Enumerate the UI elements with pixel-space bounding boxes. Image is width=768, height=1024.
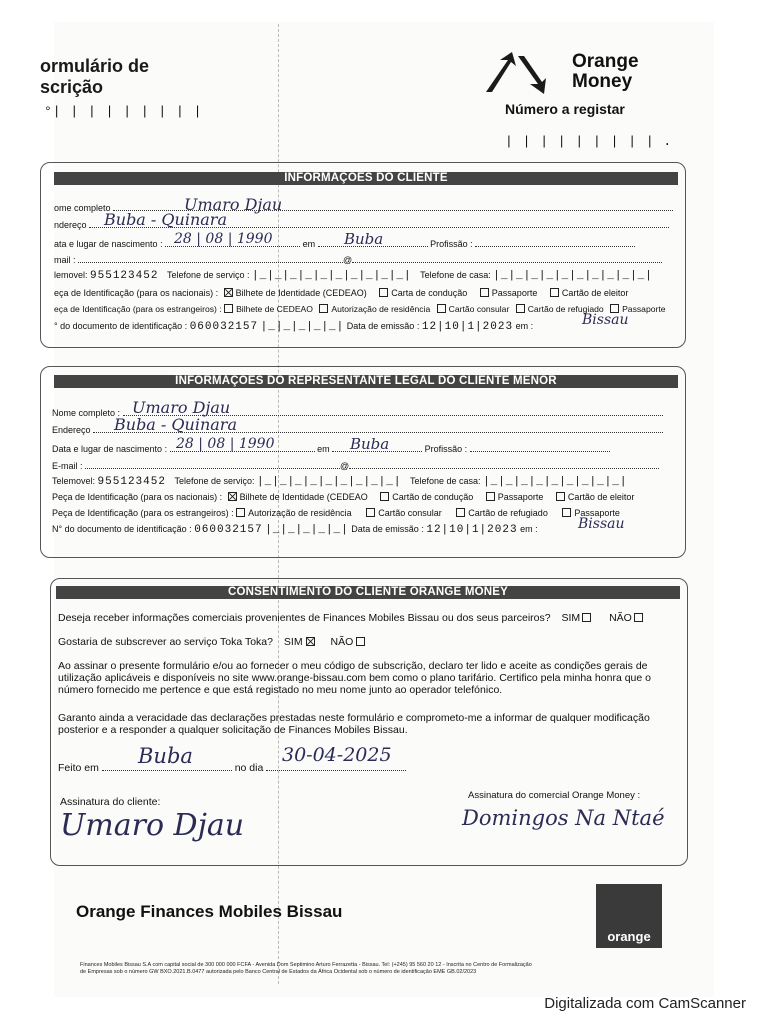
rep-id-foreign-option-1: Cartão consular [378,508,442,518]
consent-section-title: CONSENTIMENTO DO CLIENTE ORANGE MONEY [56,586,680,599]
client-id-foreign-checkbox-0[interactable] [224,304,233,313]
client-section-title: INFORMAÇÕES DO CLIENTE [54,172,678,185]
rep-birth-row [52,443,610,455]
register-label: Número a registar [505,101,625,117]
rep-id-national-checkbox-3[interactable] [556,492,565,501]
consent-q2-no-checkbox[interactable] [356,637,365,646]
client-email-at: @ [343,255,353,265]
rep-birth-place: Buba [350,435,390,453]
client-home-phone-field[interactable]: |_|_|_|_|_|_|_|_|_|_| [493,270,653,282]
rep-id-national-row [52,492,634,503]
client-id-national-row [54,288,628,299]
client-id-national-checkbox-3[interactable] [550,288,559,297]
rep-email-row [52,460,659,472]
consent-q1-yes-checkbox[interactable] [582,613,591,622]
rep-id-national-label: Peça de Identificação (para os nacionais) : [52,492,223,502]
consent-terms-paragraph: Ao assinar o presente formulário e/ou ao fornecer o meu código de subscrição, declaro ter lido e aceite as condições gerais de utilização aplicáveis e disponíveis no site www.orange-bissau.com bem como o plano tarifário. Certifico pela minha honra que o número fornecido me pertence e que está registado no meu nome junto ao operador telefónico. [58,660,651,696]
rep-id-number-value[interactable]: 060032157 [194,524,263,536]
brand-line2: Money [572,71,633,92]
rep-email-label: E-mail : [52,461,83,471]
rep-birth-em: em [317,444,330,454]
form-title-line1: ormulário de [40,56,150,76]
rep-issue-date-label: Data de emissão : [351,524,424,534]
client-issue-place-value: Bissau [582,312,629,328]
rep-id-foreign-label: Peça de Identificação (para os estrangeiros) : [52,508,234,518]
client-birth-place: Buba [344,230,384,248]
rep-work-phone-field[interactable]: |_|_|_|_|_|_|_|_|_| [257,476,402,488]
client-id-national-checkbox-2[interactable] [480,288,489,297]
client-id-national-label: eça de Identificação (para os nacionais) : [54,288,219,298]
rep-id-foreign-checkbox-2[interactable] [456,508,465,517]
client-birth-label: ata e lugar de nascimento : [54,239,163,249]
client-phone-label: lemovel: [54,270,88,280]
client-id-number-label: ° do documento de identificação : [54,321,188,331]
client-id-foreign-checkbox-2[interactable] [437,304,446,313]
rep-id-national-checkbox-2[interactable] [486,492,495,501]
rep-id-number-blank: |_|_|_|_|_| [265,524,349,536]
rep-profession-label: Profissão : [424,444,468,454]
rep-name-value: Umaro Djau [132,398,231,417]
client-signature: Umaro Djau [60,808,245,843]
agent-signature: Domingos Na Ntaé [462,806,665,830]
rep-id-number-row [52,524,538,536]
client-issue-date-value[interactable]: 12|10|1|2023 [421,321,514,333]
client-address-value: Buba - Quinara [104,210,227,229]
client-issue-place-label: em : [515,321,534,331]
register-ticks: | | | | | | | | | . [505,134,673,149]
client-id-number-blank: |_|_|_|_|_| [260,321,345,333]
client-id-number-value[interactable]: 060032157 [189,321,259,333]
client-id-number-row [54,321,533,333]
rep-email-at: @ [340,461,350,471]
footer-fine-print [80,962,660,976]
rep-issue-place-label: em : [520,524,538,534]
client-birth-em: em [302,239,316,249]
consent-q1-yes-label: SIM [561,612,581,624]
client-id-national-option-1: Carta de condução [391,288,468,298]
form-number-ticks: °| | | | | | | | | [44,104,203,119]
client-id-foreign-option-1: Autorização de residência [331,304,431,314]
consent-q1-text: Deseja receber informações comerciais provenientes de Finances Mobiles Bissau ou dos seus parceiros? [58,612,551,624]
orange-money-arrows-icon [482,52,564,96]
client-issue-date-label: Data de emissão : [346,321,420,331]
rep-id-foreign-option-2: Cartão de refugiado [468,508,548,518]
rep-birth-label: Data e lugar de nascimento : [52,444,168,454]
consent-q2-no-label: NÃO [330,636,354,648]
rep-id-national-option-0: Bilhete de Identidade (CEDEAO [239,492,368,502]
client-address-label: ndereço [54,220,87,230]
footer-company: Orange Finances Mobiles Bissau [76,902,343,921]
client-name-label: ome completo [54,203,111,213]
consent-q1-row [58,612,646,624]
rep-address-value: Buba - Quinara [114,415,237,434]
client-email-row [54,254,662,266]
rep-email-user-field[interactable] [85,460,340,469]
consent-q2-text: Gostaria de subscrever ao serviço Toka Toka? [58,636,273,648]
client-id-national-option-2: Passaporte [491,288,538,298]
client-id-foreign-checkbox-1[interactable] [319,304,328,313]
consent-q2-yes-checkbox[interactable] [306,637,315,646]
camscanner-watermark: Digitalizada com CamScanner [544,995,746,1012]
client-id-foreign-option-2: Cartão consular [448,304,510,314]
rep-id-national-option-1: Cartão de condução [392,492,474,502]
rep-id-foreign-checkbox-1[interactable] [366,508,375,517]
client-name-value: Umaro Djau [184,195,283,214]
rep-home-phone-field[interactable]: |_|_|_|_|_|_|_|_|_| [483,476,628,488]
client-id-national-option-0: Bilhete de Identidade (CEDEAO) [235,288,367,298]
client-work-phone-field[interactable]: |_|_|_|_|_|_|_|_|_|_| [252,270,412,282]
client-phone-row [54,270,653,282]
client-email-user-field[interactable] [78,254,343,263]
brand-name [572,52,639,92]
client-id-national-checkbox-1[interactable] [379,288,388,297]
client-id-foreign-row [54,304,666,315]
consent-q1-no-checkbox[interactable] [634,613,643,622]
brand-line1: Orange [572,51,639,72]
rep-id-foreign-checkbox-0[interactable] [236,508,245,517]
rep-email-domain-field[interactable] [349,460,659,469]
rep-work-phone-label: Telefone de serviço: [174,476,255,486]
client-work-phone-label: Telefone de serviço : [166,270,250,280]
consent-q2-yes-label: SIM [283,636,303,648]
client-home-phone-label: Telefone de casa: [420,270,491,280]
agent-signature-label: Assinatura do comercial Orange Money : [468,790,641,801]
footer-fine-print-1: Finances Mobiles Bissau S.A com capital social de 300 000 000 FCFA - Avenida Dom Septimino Arturo Ferrazetta - Bissau. Tel: (+245) 95 560 20 12 - Inscrita no Centro de Formalização [80,962,532,968]
made-in-label: Feito em [58,762,99,774]
rep-birth-value: 28 | 08 | 1990 [176,436,275,452]
rep-phone-value[interactable]: 955123452 [97,476,166,488]
client-email-domain-field[interactable] [352,254,662,263]
consent-q2-row [58,636,368,648]
date-label: no dia [234,762,264,774]
rep-name-label: Nome completo : [52,408,121,418]
orange-logo [596,884,662,948]
form-title-line2: scrição [40,77,104,97]
rep-id-foreign-option-0: Autorização de residência [248,508,352,518]
footer-fine-print-2: de Empresas sob o número GW BXO.2021.B.0477 autorizada pelo Banco Central de Estados da África Ocidental sob o número de identificação EME GB.02/2023 [80,969,477,975]
rep-phone-label: Telemovel: [52,476,96,486]
rep-id-foreign-checkbox-3[interactable] [562,508,571,517]
rep-id-national-option-2: Passaporte [497,492,544,502]
client-phone-value[interactable]: 955123452 [90,270,159,282]
made-in-value: Buba [138,744,193,768]
client-id-foreign-checkbox-3[interactable] [516,304,525,313]
client-birth-value: 28 | 08 | 1990 [174,231,273,247]
rep-id-national-checkbox-0[interactable] [228,492,237,501]
rep-id-national-option-3: Cartão de eleitor [567,492,635,502]
rep-issue-place-value: Bissau [578,516,625,532]
representative-section-title: INFORMAÇÕES DO REPRESENTANTE LEGAL DO CLIENTE MENOR [54,375,678,388]
rep-issue-date-value[interactable]: 12|10|1|2023 [426,524,518,536]
rep-id-national-checkbox-1[interactable] [380,492,389,501]
rep-profession-field[interactable] [470,443,610,452]
rep-id-number-label: N° do documento de identificação : [52,524,192,534]
client-id-foreign-label: eça de Identificação (para os estrangeiros) : [54,304,222,314]
rep-id-foreign-option-3: Passaporte [574,508,620,518]
client-email-label: mail : [54,255,76,265]
rep-phone-row [52,476,627,488]
consent-q1-no-label: NÃO [609,612,632,624]
consent-guarantee-paragraph: Garanto ainda a veracidade das declarações prestadas neste formulário e comprometo-me a informar de qualquer modificação posterior e a responder a qualquer solicitação de Finances Mobiles Bissau. [58,712,650,736]
orange-logo-text: orange [607,929,651,944]
client-profession-field[interactable] [475,238,635,247]
client-id-national-option-3: Cartão de eleitor [561,288,629,298]
client-id-foreign-option-0: Bilhete de CEDEAO [236,304,313,314]
client-signature-label: Assinatura do cliente: [60,796,161,808]
date-value: 30-04-2025 [282,744,392,766]
form-title [40,56,149,98]
rep-id-foreign-row [52,508,620,519]
rep-home-phone-label: Telefone de casa: [409,476,481,486]
client-id-national-checkbox-0[interactable] [224,288,233,297]
client-id-foreign-option-3: Cartão de refugiado [527,304,604,314]
client-profession-label: Profissão : [430,239,473,249]
client-id-foreign-option-4: Passaporte [622,304,666,314]
rep-address-label: Endereço [52,425,91,435]
